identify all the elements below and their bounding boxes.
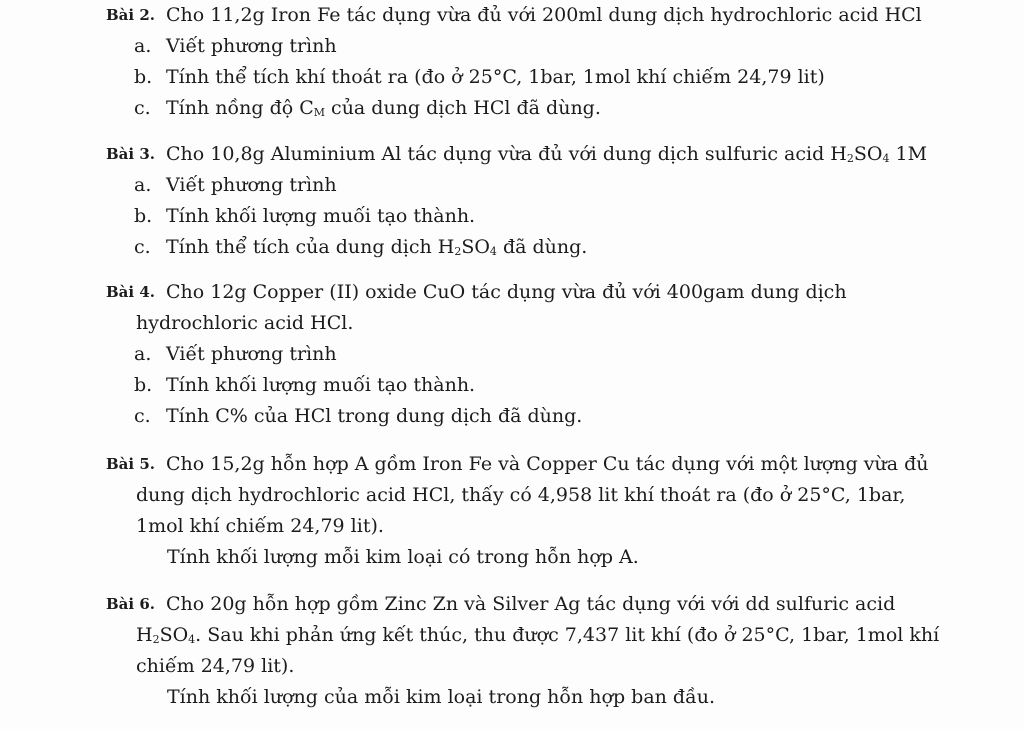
subscript: 4 [188,633,196,646]
sub-question-marker: a. [134,174,152,196]
problem-text-line-2: hydrochloric acid HCl. [136,312,354,334]
sub-question-marker: a. [134,35,152,57]
problem-6 [106,589,968,713]
problem-statement [106,589,968,620]
problem-question: Tính khối lượng mỗi kim loại có trong hỗn hợp A. [167,546,639,568]
sub-question-text: Viết phương trình [166,174,337,196]
formula-part: SO [159,624,189,646]
sub-question-text: Tính khối lượng muối tạo thành. [166,374,476,396]
sub-question-text: Tính C% của HCl trong dung dịch đã dùng. [166,405,583,427]
problem-text-line-3: 1mol khí chiếm 24,79 lit). [136,515,384,537]
problem-label: Bài 6. [106,595,155,613]
problem-statement [106,139,968,170]
problem-4 [106,277,968,432]
problem-text-line-1: Cho 12g Copper (II) oxide CuO tác dụng vừa đủ với 400gam dung dịch [166,281,847,303]
sub-question-text-end: của dung dịch HCl đã dùng. [325,97,601,119]
problem-statement [106,0,968,31]
sub-question-marker: c. [134,97,151,119]
sub-question-marker: b. [134,205,153,227]
formula-part: SO [853,143,883,165]
sub-question-marker: c. [134,405,151,427]
sub-question-a [106,31,968,62]
sub-question-a [106,339,968,370]
formula-part: H [136,624,153,646]
sub-question-marker: b. [134,374,153,396]
problem-text-line-1: Cho 15,2g hỗn hợp A gồm Iron Fe và Copper Cu tác dụng với một lượng vừa đủ [166,453,929,475]
subscript: 2 [846,152,854,165]
problem-text-end: 1M [889,143,928,165]
subscript: 2 [454,245,462,258]
sub-question-b [106,370,968,401]
sub-question-text: Tính thể tích khí thoát ra (đo ở 25°C, 1bar, 1mol khí chiếm 24,79 lit) [166,66,825,88]
sub-question-text: Viết phương trình [166,35,337,57]
problem-statement [106,277,968,308]
sub-question-b [106,201,968,232]
sub-question-c [106,232,968,263]
problem-question: Tính khối lượng của mỗi kim loại trong hỗn hợp ban đầu. [167,686,716,708]
sub-question-text-start: Tính nồng độ C [166,97,314,119]
sub-question-text: Tính khối lượng muối tạo thành. [166,205,476,227]
sub-question-c [106,401,968,432]
problem-text-line-3: chiếm 24,79 lit). [136,655,295,677]
problem-text-line-1: Cho 20g hỗn hợp gồm Zinc Zn và Silver Ag tác dụng với với dd sulfuric acid [166,593,896,615]
problem-text: Cho 11,2g Iron Fe tác dụng vừa đủ với 200ml dung dịch hydrochloric acid HCl [166,4,922,26]
sub-question-text: Viết phương trình [166,343,337,365]
problem-label: Bài 3. [106,145,155,163]
sub-question-a [106,170,968,201]
sub-question-b [106,62,968,93]
problem-label: Bài 5. [106,455,155,473]
problem-text-line-2: dung dịch hydrochloric acid HCl, thấy có 4,958 lit khí thoát ra (đo ở 25°C, 1bar, [136,484,906,506]
problem-text: . Sau khi phản ứng kết thúc, thu được 7,437 lit khí (đo ở 25°C, 1bar, 1mol khí [195,624,940,646]
sub-question-c [106,93,968,124]
subscript: 4 [882,152,890,165]
problem-statement [106,449,968,480]
problem-2 [106,0,968,124]
problem-label: Bài 2. [106,6,155,24]
sub-question-text-start: Tính thể tích của dung dịch H [166,236,455,258]
problem-text-start: Cho 10,8g Aluminium Al tác dụng vừa đủ với dung dịch sulfuric acid H [166,143,847,165]
sub-question-marker: a. [134,343,152,365]
subscript: M [313,106,326,119]
problem-3 [106,139,968,263]
subscript: 4 [489,245,497,258]
formula-part: SO [461,236,490,258]
sub-question-marker: b. [134,66,153,88]
sub-question-marker: c. [134,236,151,258]
problem-5 [106,449,968,573]
problem-label: Bài 4. [106,283,155,301]
problem-text-line-2 [106,620,968,651]
sub-question-text-end: đã dùng. [496,236,588,258]
subscript: 2 [152,633,160,646]
